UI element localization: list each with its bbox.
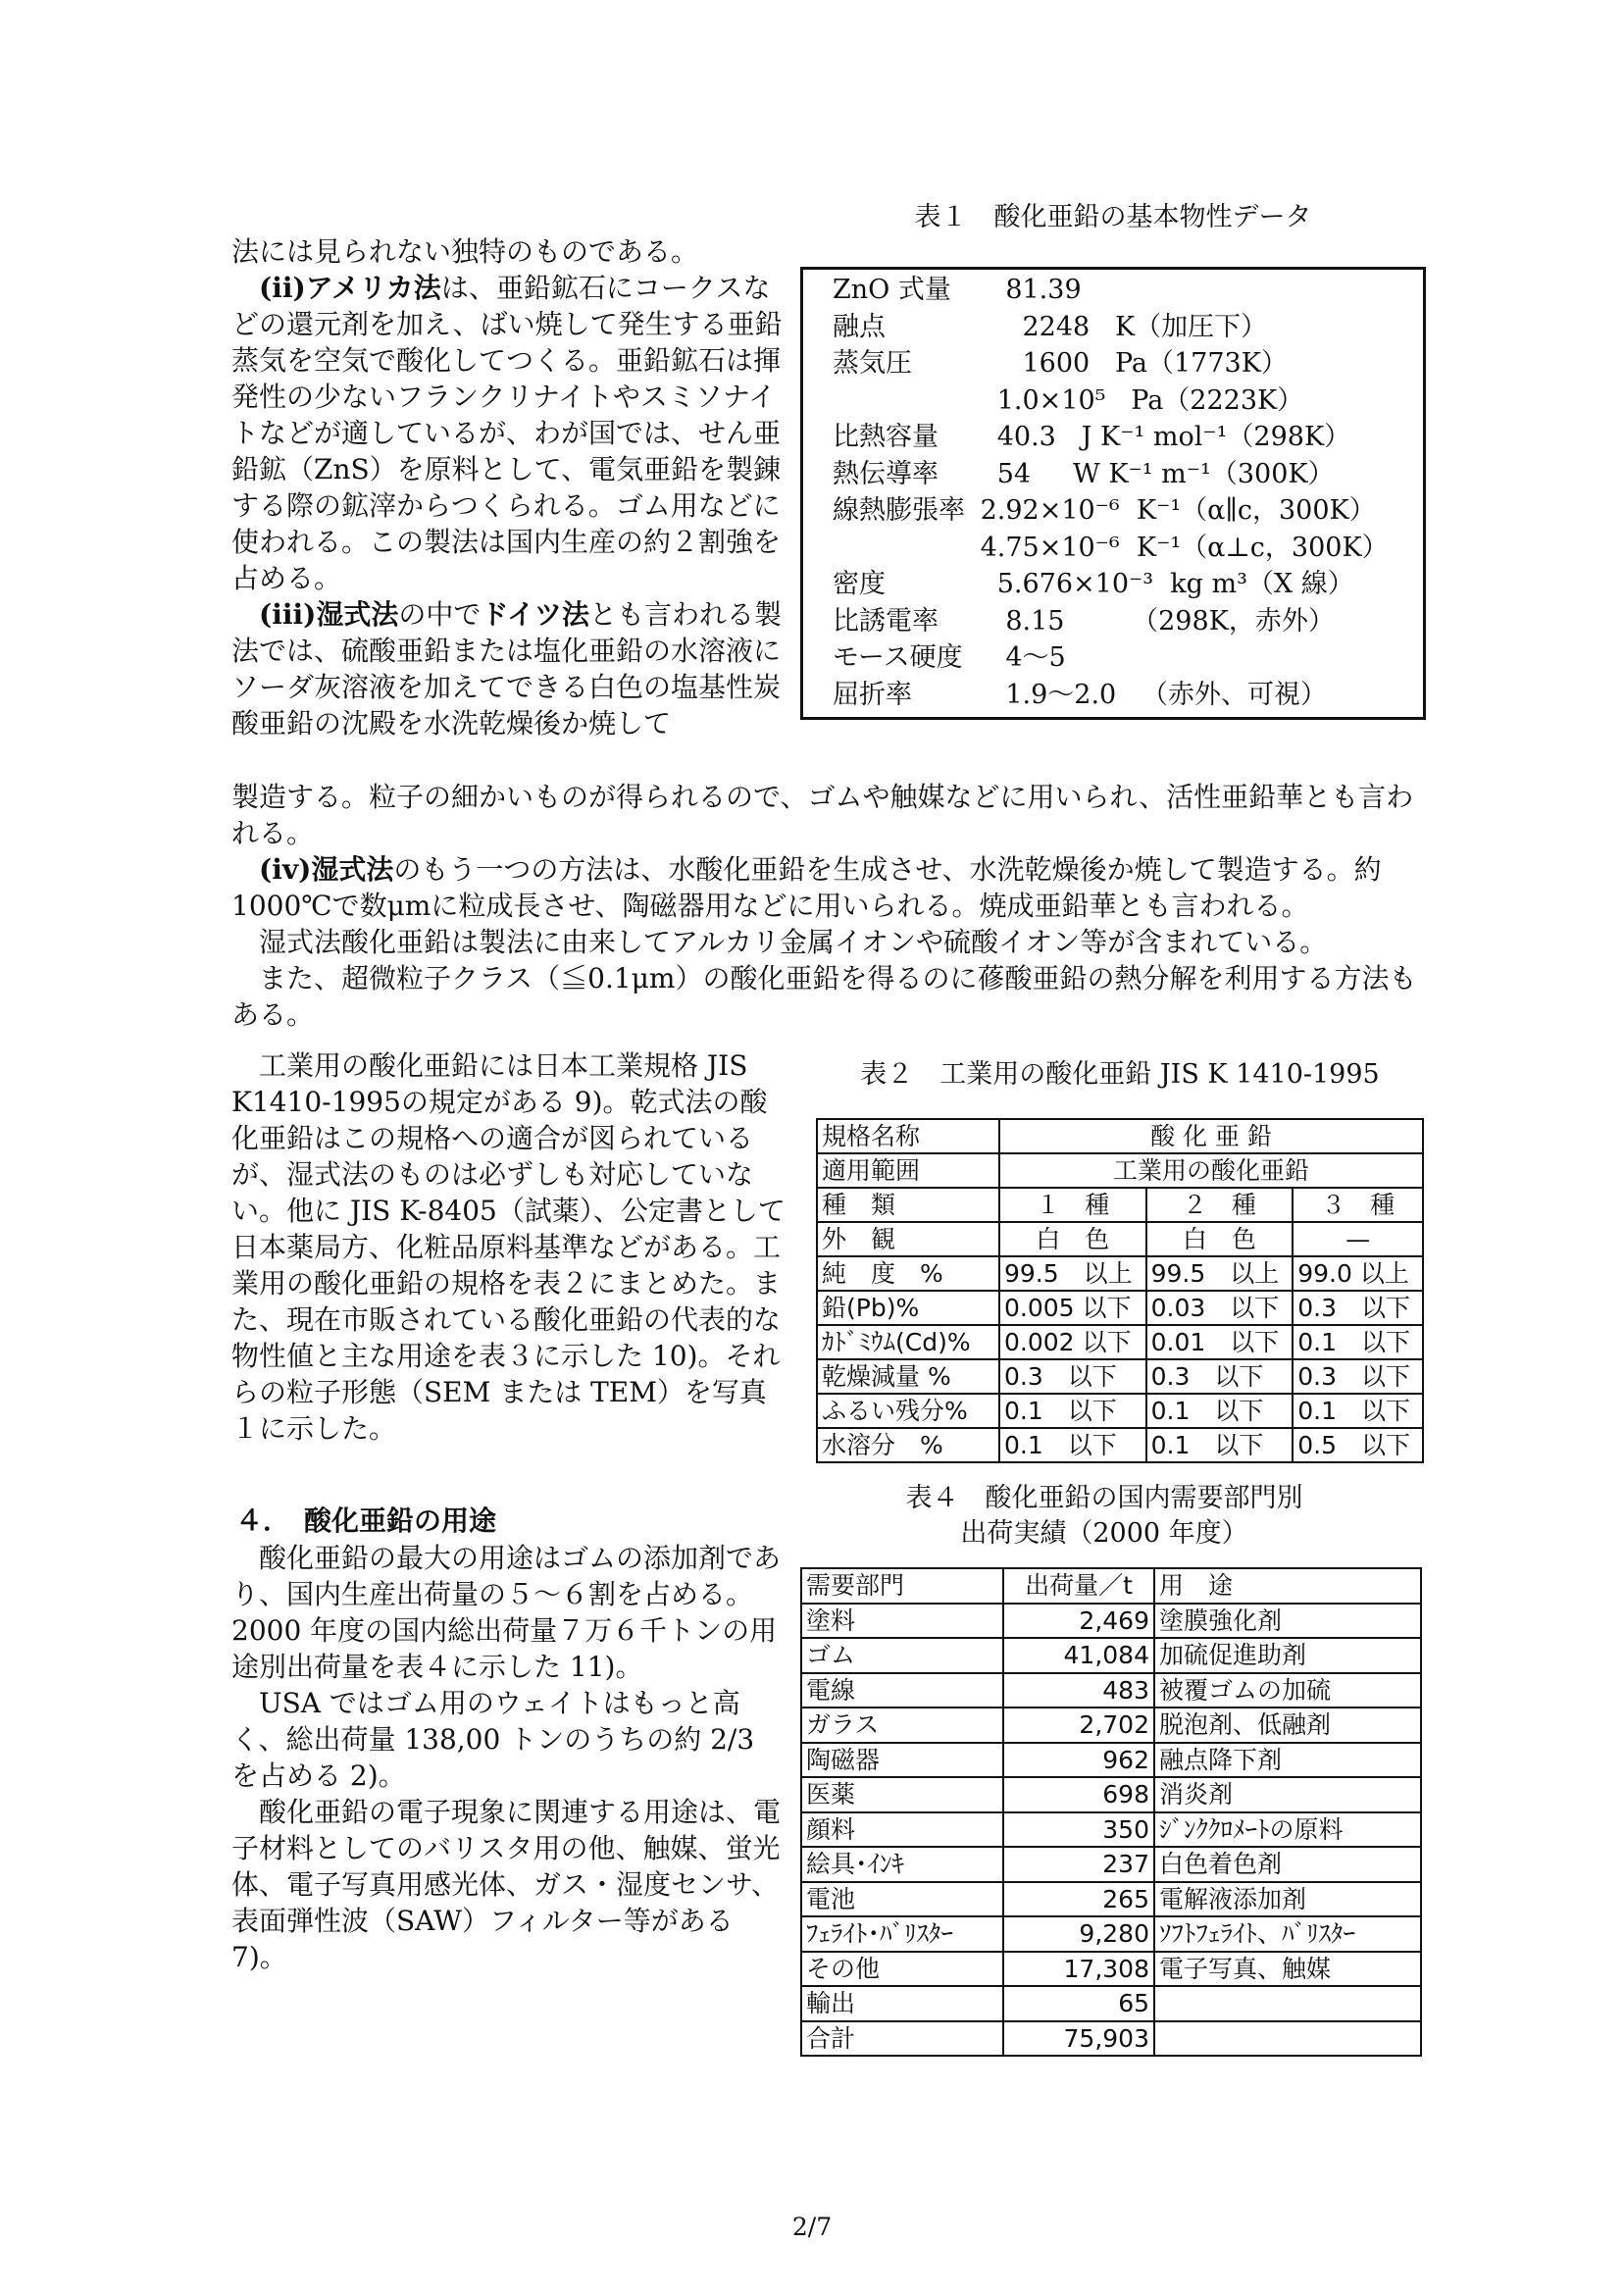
- table2-row: [817, 1153, 1423, 1188]
- table2-row-header: 適用範囲: [817, 1153, 999, 1188]
- table4-sector: その他: [801, 1952, 1003, 1987]
- section-heading: ４． 酸化亜鉛の用途: [235, 1504, 497, 1537]
- table4-row: [801, 1708, 1421, 1743]
- table2-cell: 99.5 以上: [999, 1256, 1146, 1291]
- table2-cell: 0.3 以下: [999, 1359, 1146, 1394]
- table4-row: [801, 1812, 1421, 1848]
- table4-row: [801, 1743, 1421, 1778]
- table4-sector: 電線: [801, 1673, 1003, 1708]
- table4-quantity: 2,469: [1003, 1604, 1154, 1639]
- table4-sector: 陶磁器: [801, 1743, 1003, 1778]
- table4-use: ｼﾞﾝｸｸﾛﾒｰﾄの原料: [1154, 1812, 1421, 1848]
- table4-row: [801, 1777, 1421, 1812]
- property-name: 密度: [833, 569, 886, 599]
- table2-cell: 0.002 以下: [999, 1325, 1146, 1359]
- table2-cell: ２ 種: [1146, 1188, 1294, 1222]
- property-value: 8.15 （298K，赤外）: [972, 605, 1335, 637]
- method-label: (iv)湿式法: [259, 853, 394, 886]
- table4-sector: 医薬: [801, 1777, 1003, 1812]
- paragraph-text: は、亜鉛鉱石にコークスなどの還元剤を加え、ばい焼して発生する亜鉛蒸気を空気で酸化してつくる。亜鉛鉱石は揮発性の少ないフランクリナイトやスミソナイトなどが適しているが、わが国では、せん亜鉛鉱（ZnS）を原料として、電気亜鉛を製錬する際の鉱滓からつくられる。ゴム用などに使われる。この製法は国内生産の約２割強を占める。: [231, 272, 783, 594]
- table4-caption-line2: 出荷実績（2000 年度）: [960, 1518, 1248, 1549]
- table4-row: [801, 1673, 1421, 1708]
- table1-row: [803, 639, 1423, 677]
- property-value: 1600 Pa（1773K）: [972, 348, 1288, 379]
- table2-row-header: 鉛(Pb)%: [817, 1291, 999, 1325]
- table2-row-header: 種 類: [817, 1188, 999, 1222]
- table2-cell: 0.1 以下: [1293, 1325, 1423, 1359]
- table1-row: [803, 382, 1423, 420]
- table2-row-header: ｶﾄﾞﾐｳﾑ(Cd)%: [817, 1325, 999, 1359]
- paragraph-ions: 湿式法酸化亜鉛は製法に由来してアルカリ金属イオンや硫酸イオン等が含まれている。: [259, 926, 1328, 958]
- table2-row: [817, 1256, 1423, 1291]
- table2-cell: 0.1 以下: [999, 1394, 1146, 1428]
- table2-cell: 0.1 以下: [1146, 1428, 1294, 1462]
- table4-quantity: 698: [1003, 1777, 1154, 1812]
- table4-quantity: 41,084: [1003, 1638, 1154, 1673]
- paragraph-continuation: 法には見られない独特のものである。: [231, 235, 699, 268]
- table2-row: [817, 1359, 1423, 1394]
- method-label: (iii)湿式法: [259, 598, 399, 631]
- table4-sector: ゴム: [801, 1638, 1003, 1673]
- table2-row: [817, 1394, 1423, 1428]
- table2-cell: ３ 種: [1293, 1188, 1423, 1222]
- left-column-bottom: [231, 1540, 787, 1975]
- paragraph-ultrafine: また、超微粒子クラス（≦0.1μm）の酸化亜鉛を得るのに蓚酸亜鉛の熱分解を利用する方法もある。: [231, 962, 1417, 1031]
- table4-caption-line1: 表４ 酸化亜鉛の国内需要部門別: [905, 1483, 1303, 1513]
- table4-quantity: 75,903: [1003, 2021, 1154, 2057]
- table2-cell: —: [1293, 1222, 1423, 1256]
- property-name: ZnO 式量: [833, 275, 951, 305]
- table1-physical-properties: [800, 267, 1426, 720]
- table2-cell: 0.1 以下: [1293, 1394, 1423, 1428]
- table4-quantity: 17,308: [1003, 1952, 1154, 1987]
- table4-header-cell: 需要部門: [801, 1568, 1003, 1604]
- property-name: 熱伝導率: [833, 458, 939, 489]
- paragraph-jis-standard: 工業用の酸化亜鉛には日本工業規格 JIS K1410-1995の規定がある 9)。乾式法の酸化亜鉛はこの規格への適合が図られているが、湿式法のものは必ずしも対応していない。他に JIS K-8405（試薬）、公定書として日本薬局方、化粧品原料基準などがある。工業用の酸化亜鉛の規格を表２にまとめた。また、現在市販されている酸化亜鉛の代表的な物性値と主な用途を表３に示した 10)。それらの粒子形態（SEM または TEM）を写真１に示した。: [231, 1049, 786, 1445]
- table4-sector: 輸出: [801, 1986, 1003, 2021]
- table2-jis-spec: [816, 1118, 1424, 1463]
- table4-use: [1154, 2021, 1421, 2057]
- table2-cell: 工業用の酸化亜鉛: [999, 1153, 1423, 1188]
- table4-use: 電解液添加剤: [1154, 1882, 1421, 1917]
- table4-use: ｿﾌﾄﾌｪﾗｲﾄ、ﾊﾞﾘｽﾀｰ: [1154, 1916, 1421, 1952]
- table4-sector: 合計: [801, 2021, 1003, 2057]
- paragraph-electronic-use: 酸化亜鉛の電子現象に関連する用途は、電子材料としてのバリスタ用の他、触媒、蛍光体、電子写真用感光体、ガス・湿度センサ、表面弾性波（SAW）フィルター等がある 7)。: [231, 1796, 782, 1973]
- paragraph-text: とも言われる製法では、硫酸亜鉛または塩化亜鉛の水溶液にソーダ灰溶液を加えてできる白色の塩基性炭酸亜鉛の沈殿を水洗乾燥後か焼して: [231, 598, 783, 739]
- table2-row-header: 純 度 %: [817, 1256, 999, 1291]
- property-name: [803, 530, 972, 567]
- property-name: [803, 382, 972, 420]
- table2-cell: 0.1 以下: [999, 1428, 1146, 1462]
- property-name: 比熱容量: [833, 422, 939, 452]
- property-value: 40.3 J K⁻¹ mol⁻¹（298K）: [972, 422, 1351, 452]
- table2-cell: 0.01 以下: [1146, 1325, 1294, 1359]
- table4-row: [801, 1847, 1421, 1882]
- property-value: 2.92×10⁻⁶ K⁻¹（α∥c，300K）: [972, 495, 1376, 526]
- table2-row-header: ふるい残分%: [817, 1394, 999, 1428]
- table2-cell: 0.3 以下: [1293, 1291, 1423, 1325]
- table4-sector: 顔料: [801, 1812, 1003, 1848]
- table4-quantity: 2,702: [1003, 1708, 1154, 1743]
- table4-use: 電子写真、触媒: [1154, 1952, 1421, 1987]
- table1-row: [803, 309, 1423, 346]
- table4-sector: 絵具･ｲﾝｷ: [801, 1847, 1003, 1882]
- table4-sector: 電池: [801, 1882, 1003, 1917]
- property-name: 融点: [833, 311, 886, 342]
- paragraph-rubber-use: 酸化亜鉛の最大の用途はゴムの添加剤であり、国内生産出荷量の５～６割を占める。2000 年度の国内総出荷量７万６千トンの用途別出荷量を表４に示した 11)。: [231, 1542, 782, 1683]
- table4-quantity: 65: [1003, 1986, 1154, 2021]
- table4-use: 被覆ゴムの加硫: [1154, 1673, 1421, 1708]
- property-value: 1.9～2.0 （赤外、可視）: [972, 679, 1327, 710]
- table2-cell: 0.03 以下: [1146, 1291, 1294, 1325]
- table2-cell: 0.005 以下: [999, 1291, 1146, 1325]
- table4-use: 融点降下剤: [1154, 1743, 1421, 1778]
- paragraph-text: の中で: [398, 598, 482, 631]
- method-label: (ii)アメリカ法: [259, 272, 441, 304]
- table4-use: 脱泡剤、低融剤: [1154, 1708, 1421, 1743]
- property-name: モース硬度: [833, 642, 963, 673]
- table2-row-header: 外 観: [817, 1222, 999, 1256]
- property-value: 2248 K（加圧下）: [972, 311, 1268, 342]
- property-value: 4.75×10⁻⁶ K⁻¹（α⊥c，300K）: [972, 532, 1389, 563]
- table2-row-header: 水溶分 %: [817, 1428, 999, 1462]
- table4-use: 塗膜強化剤: [1154, 1604, 1421, 1639]
- property-name: 比誘電率: [833, 605, 939, 637]
- table4-use: [1154, 1986, 1421, 2021]
- table4-row: [801, 1638, 1421, 1673]
- table4-quantity: 265: [1003, 1882, 1154, 1917]
- table2-row: [817, 1291, 1423, 1325]
- table2-cell: 0.1 以下: [1146, 1394, 1294, 1428]
- table4-header-cell: 出荷量／t: [1003, 1568, 1154, 1604]
- page-number: 2/7: [791, 2213, 833, 2241]
- table1-row: [803, 492, 1423, 530]
- table1-row: [803, 419, 1423, 456]
- table2-row: [817, 1188, 1423, 1222]
- table1-row: [803, 345, 1423, 382]
- paragraph-continuation: 製造する。粒子の細かいものが得られるので、ゴムや触媒などに用いられ、活性亜鉛華とも言われる。: [231, 781, 1414, 849]
- table4-quantity: 9,280: [1003, 1916, 1154, 1952]
- table4-row: [801, 1882, 1421, 1917]
- table2-cell: 酸 化 亜 鉛: [999, 1119, 1423, 1153]
- table2-cell: 白 色: [999, 1222, 1146, 1256]
- table2-row: [817, 1119, 1423, 1153]
- table4-quantity: 483: [1003, 1673, 1154, 1708]
- table2-cell: 0.5 以下: [1293, 1428, 1423, 1462]
- table2-caption: 表２ 工業用の酸化亜鉛 JIS K 1410-1995: [860, 1059, 1380, 1090]
- table1-caption: 表１ 酸化亜鉛の基本物性データ: [914, 202, 1312, 232]
- property-name: 屈折率: [833, 679, 912, 710]
- table2-row: [817, 1222, 1423, 1256]
- table4-use: 白色着色剤: [1154, 1847, 1421, 1882]
- table4-row: [801, 1604, 1421, 1639]
- property-name: 線熱膨張率: [833, 495, 965, 526]
- table4-row: [801, 2021, 1421, 2057]
- table4-row: [801, 1916, 1421, 1952]
- method-label: ドイツ法: [481, 598, 590, 631]
- table2-cell: 99.5 以上: [1146, 1256, 1294, 1291]
- paragraph-america-method: [231, 270, 787, 596]
- table2-cell: 白 色: [1146, 1222, 1294, 1256]
- paragraph-wet-method-2: [231, 851, 1430, 924]
- table4-header-row: [801, 1568, 1421, 1604]
- table4-sector: 塗料: [801, 1604, 1003, 1639]
- table1-row: [803, 530, 1423, 567]
- property-value: 5.676×10⁻³ kg m³（X 線）: [972, 569, 1354, 599]
- table2-row: [817, 1325, 1423, 1359]
- table4-sector: ﾌｪﾗｲﾄ･ﾊﾞﾘｽﾀｰ: [801, 1916, 1003, 1952]
- full-width-text: [231, 779, 1430, 1033]
- property-value: 1.0×10⁵ Pa（2223K）: [972, 384, 1304, 416]
- table4-use: 消炎剤: [1154, 1777, 1421, 1812]
- table4-quantity: 350: [1003, 1812, 1154, 1848]
- table1-row: [803, 603, 1423, 640]
- table2-cell: 0.3 以下: [1146, 1359, 1294, 1394]
- table4-quantity: 962: [1003, 1743, 1154, 1778]
- table4-row: [801, 1986, 1421, 2021]
- table1-row: [803, 272, 1423, 309]
- table2-cell: 0.3 以下: [1293, 1359, 1423, 1394]
- table4-use: 加硫促進助剤: [1154, 1638, 1421, 1673]
- table1-row: [803, 566, 1423, 603]
- table1-row: [803, 456, 1423, 493]
- property-value: 4～5: [972, 642, 1066, 673]
- table4-sector: ガラス: [801, 1708, 1003, 1743]
- table4-header-cell: 用 途: [1154, 1568, 1421, 1604]
- table2-cell: １ 種: [999, 1188, 1146, 1222]
- paragraph-wet-method: [231, 596, 787, 741]
- paragraph-usa: USA ではゴム用のウェイトはもっと高く、総出荷量 138,00 トンのうちの約 2/3 を占める 2)。: [231, 1687, 755, 1792]
- left-column-top: [231, 233, 787, 741]
- table4-row: [801, 1952, 1421, 1987]
- table4-quantity: 237: [1003, 1847, 1154, 1882]
- table4-domestic-shipments: [800, 1567, 1422, 2057]
- property-value: 81.39: [972, 275, 1082, 305]
- table1-row: [803, 677, 1423, 714]
- property-name: 蒸気圧: [833, 348, 912, 379]
- property-value: 54 W K⁻¹ m⁻¹（300K）: [972, 458, 1335, 489]
- table2-row-header: 規格名称: [817, 1119, 999, 1153]
- table2-cell: 99.0 以上: [1293, 1256, 1423, 1291]
- table2-row: [817, 1428, 1423, 1462]
- paragraph-text: のもう一つの方法は、水酸化亜鉛を生成させ、水洗乾燥後か焼して製造する。約1000℃で数μmに粒成長させ、陶磁器用などに用いられる。焼成亜鉛華とも言われる。: [231, 853, 1382, 922]
- table2-row-header: 乾燥減量 %: [817, 1359, 999, 1394]
